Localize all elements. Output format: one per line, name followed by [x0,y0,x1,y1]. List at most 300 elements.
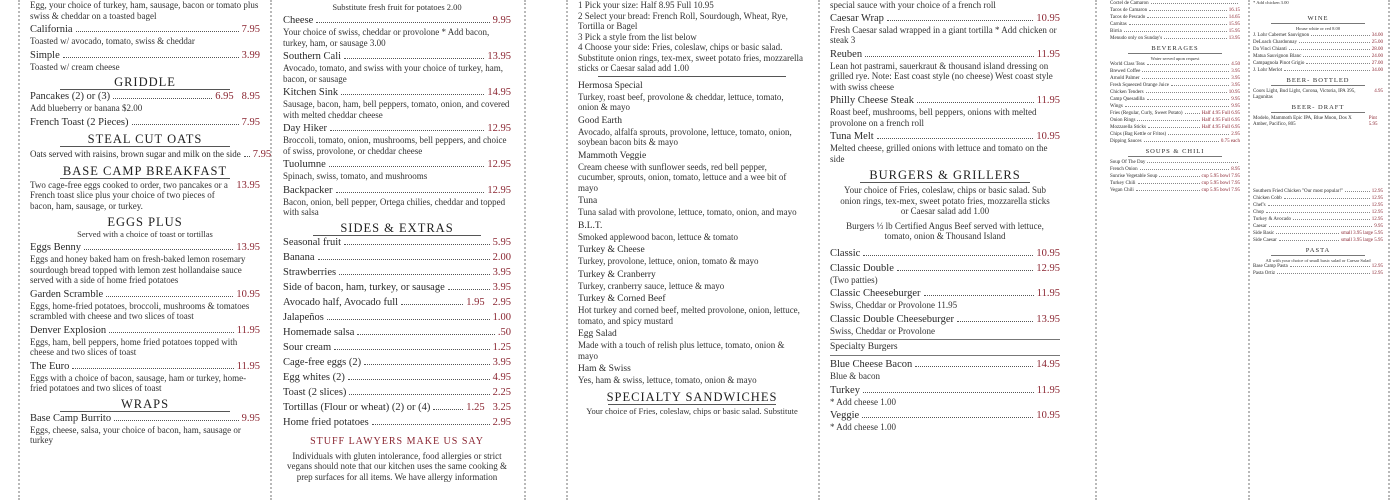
side-price: 2.95 [492,416,511,428]
eggs-plus-row [30,361,260,373]
grill-desc: Fresh Caesar salad wrapped in a giant tortilla * Add chicken or steak 3 [830,24,1057,45]
eggs-plus-item [30,242,260,286]
side-price-small: 1.25 [466,401,485,413]
burger-price: 11.95 [1036,288,1060,299]
specialty-burger-item [830,410,1060,433]
beverage-leader [1147,96,1230,100]
mexican-price: 13.95 [1228,36,1240,41]
wine-heading: WINE [1307,15,1329,23]
specialty-burger-leader [863,386,1034,393]
eggs-plus-leader [109,326,234,333]
wine-item [1253,32,1383,39]
beverage-price: 3.95 [1231,69,1240,75]
side-name: Cage-free eggs (2) [283,356,362,368]
build-step: 1 Pick your size: Half 8.95 Full 10.95 [578,0,714,10]
grill-row [830,13,1060,25]
salad-name: Side Caesar [1253,237,1277,243]
specialty-burger-desc: Blue & bacon [830,371,880,381]
beverage-price: 4.50 [1231,62,1240,68]
grill-name: Tuna Melt [830,131,874,142]
mexican-leader [1164,35,1227,39]
omelette-row [283,123,511,135]
build-step: 4 Choose your side: Fries, coleslaw, chips or basic salad. Substitute onion rings, tex-mex, sweet potato fries, mozzarella sticks or Caesar salad add 1.00 [578,42,803,73]
griddle-leader [132,118,239,125]
omelette-leader [344,52,484,59]
omelette-desc: Your choice of swiss, cheddar or provolone * Add bacon, turkey, ham, or sausage 3.00 [283,27,490,48]
beverage-leader [1125,103,1229,107]
eggs-plus-item [30,325,260,358]
wine-price: 24.00 [1371,53,1383,59]
side-name: Sour cream [283,341,332,353]
mexican-name: Tacos de Camaron [1110,8,1148,13]
specialty-burger-leader [915,360,1033,367]
oats-item: Oats served with raisins, brown sugar and milk on the side 7.95 [30,148,272,160]
salad-item [1253,202,1383,209]
divider-3 [524,0,526,500]
specialty-burger-desc: * Add cheese 1.00 [830,422,896,432]
mexican-price: 16.15 [1228,8,1240,13]
sandwich-item [578,364,806,386]
mexican-name: Menudo only on Sunday's [1110,36,1163,41]
side-name: Toast (2 slices) [283,386,347,398]
mexican-item [1110,14,1240,21]
specialty-burger-price: 11.95 [1036,384,1060,396]
sandwich-desc: Smoked applewood bacon, lettuce & tomato [578,231,738,242]
pasta-leader [1290,263,1370,267]
breakfast-item [30,50,260,73]
beer-draft-item [1253,115,1383,128]
beverage-price: Half 4.95 Full 6.95 [1201,125,1240,131]
beverage-name: Fries (Regular, Curly, Sweet Potato) [1110,111,1183,117]
grill-item [830,131,1060,164]
sandwich-name: Egg Salad [578,329,617,339]
sandwich-desc: Turkey, provolone, lettuce, onion, tomato & mayo [578,256,759,266]
mexican-name: Coctel de Camaron [1110,1,1149,6]
soup-name: Sunrise Vegetable Soup [1110,174,1158,180]
side-leader [334,343,490,350]
omelette-item [283,87,511,120]
sandwich-item [578,116,806,148]
side-leader [372,418,490,425]
wine-name: J. Lohr Merlot [1253,67,1283,73]
eggs-plus-desc: Eggs, home-fried potatoes, broccoli, mushrooms & tomatoes scrambled with cheese and two slices of toast [30,300,250,321]
beverage-price: 9.95 [1231,104,1240,110]
omelette-name: Cheese [283,15,314,26]
sandwich-name: Turkey & Cranberry [578,269,656,280]
pasta-name: Pasta Ortiz [1253,271,1276,277]
eggs-plus-price: 10.95 [236,288,260,300]
griddle-heading: GRIDDLE [114,75,176,89]
mexican-item [1110,28,1240,35]
grill-item [830,13,1060,46]
divider-2 [270,0,272,500]
side-price: 2.25 [492,386,511,398]
beverage-leader [1142,75,1230,79]
omelette-row [283,15,511,27]
salad-leader [1268,202,1370,206]
grill-leader [917,96,1034,103]
side-price: 2.95 [492,296,511,308]
sandwich-desc: Made with a touch of relish plus lettuce, tomato, onion & mayo [578,340,785,361]
eggs-plus-leader [106,290,233,297]
draft-heading: BEER- DRAFT [1291,103,1345,111]
beverage-name: Mozzarella Sticks [1110,125,1146,131]
wine-item [1253,53,1383,60]
wrap-row [30,413,260,425]
side-leader [348,373,490,380]
omelette-row [283,87,511,99]
beverage-leader [1142,68,1229,72]
side-leader [401,298,463,305]
wrap-item [30,413,260,446]
eggs-plus-name: Garden Scramble [30,288,104,300]
side-price: .50 [497,326,511,338]
beverage-item [1110,96,1240,103]
side-name: Jalapeños [283,311,324,323]
specialty-burger-desc: * Add cheese 1.00 [830,396,896,407]
soup-leader [1147,159,1238,163]
sandwich-desc: Hot turkey and corned beef, melted provolone, onion, lettuce, tomato, and spicy mustard [578,305,800,326]
soup-name: Vegan Chili [1110,188,1134,194]
omelette-price: 12.95 [487,123,511,134]
griddle-item [30,117,260,129]
salad-leader [1269,223,1373,227]
griddle-price: 7.95 [241,116,260,128]
salad-item [1253,230,1383,237]
breakfast-item [30,0,260,21]
griddle-name: French Toast (2 Pieces) [30,116,129,128]
side-name: Seasonal fruit [283,236,342,248]
side-name: Side of bacon, ham, turkey, or sausage [283,281,445,293]
sandwich-desc: Cream cheese with sunflower seeds, red bell pepper, cucumber, sprouts, onion, tomato, lettuce and a wee bit of mayo [578,161,787,193]
beverage-leader [1144,138,1219,142]
beer-bottled-name: Coors Light, Bud Light, Corona, Victoria, IPA 395, Lagunitas [1253,88,1356,100]
divider-8 [1388,0,1390,500]
wine-item [1253,39,1383,46]
basecamp-heading: BASE CAMP BREAKFAST [62,163,228,178]
mexican-leader [1151,0,1238,4]
oats-heading: STEAL CUT OATS [87,131,203,146]
burgers-note: Burgers ⅓ lb Certified Angus Beef served with lettuce, tomato, onion & Thousand Island [846,220,1044,241]
pasta-price: 12.95 [1371,264,1383,270]
soup-price: cup 5.95 bowl 7.95 [1201,188,1240,194]
eggs-plus-price: 13.95 [236,242,260,253]
soup-item [1110,180,1240,187]
wine-leader [1284,67,1370,71]
side-item [283,387,511,399]
salad-name: Side Basic [1253,230,1275,236]
wine-leader [1289,46,1370,50]
beverage-item [1110,75,1240,82]
breakfast-item [30,24,260,47]
beverage-name: Brewed Coffee [1110,69,1141,75]
beverage-item [1110,68,1240,75]
salad-leader [1266,209,1370,213]
salad-price: 12.95 [1371,202,1383,208]
omelette-item [283,159,511,182]
lawyers-heading: STUFF LAWYERS MAKE US SAY [310,435,484,447]
griddle-row [30,117,260,129]
salad-item [1253,209,1383,216]
mexican-item [1110,0,1240,7]
wine-leader [1306,60,1369,64]
beverage-price: Half 4.95 Full 6.95 [1201,111,1240,117]
side-row [283,387,511,399]
side-row [283,417,511,429]
grill-name: Caesar Wrap [830,12,884,24]
salad-name: Chef's [1253,202,1266,208]
mexican-item [1110,35,1240,42]
eggs-plus-desc: Eggs with a choice of bacon, sausage, ham or turkey, home-fried potatoes and two slices of toast [30,372,247,393]
wine-price: 28.00 [1371,46,1383,52]
grill-row [830,95,1060,107]
side-row [283,372,511,384]
salad-price: 12.95 [1371,216,1383,222]
wine-name: J. Lohr Cabernet Sauvignon [1253,32,1310,38]
wine-item [1253,46,1383,53]
side-price-small: 1.95 [466,296,485,308]
breakfast-desc: Toasted w/ avocado, tomato, swiss & cheddar [30,36,195,46]
grill-leader [887,14,1033,21]
burger-price: 13.95 [1036,313,1060,325]
mexican-leader [1149,7,1227,11]
soup-item [1110,166,1240,173]
soup-name: Turkey Chili [1110,181,1136,187]
side-name: Strawberries [283,266,337,278]
sandwich-desc: Avocado, alfalfa sprouts, provolone, lettuce, tomato, onion, soybean bacon bits & mayo [578,126,792,147]
wrap-price: 9.95 [241,412,260,424]
omelette-leader [316,16,489,23]
burger-row [830,263,1060,275]
grill-desc: Roast beef, mushrooms, bell peppers, onions with melted provolone on a french roll [830,107,1037,128]
eggs-plus-name: Eggs Benny [30,242,82,253]
beverage-leader [1171,82,1229,86]
wine-price: 27.00 [1371,60,1383,66]
divider-6 [1095,0,1097,500]
burger-item [830,314,1060,337]
side-leader [344,238,490,245]
mexican-name: Birria [1110,29,1122,34]
side-price: 3.25 [492,401,511,413]
omelette-price: 12.95 [487,184,511,196]
mexican-price: 15.95 [1228,29,1240,34]
mexican-item [1110,7,1240,14]
eggs-plus-leader [72,362,233,369]
side-name: Egg whites (2) [283,371,345,383]
eggs-plus-price: 11.95 [236,324,260,336]
burger-desc: (Two patties) [830,274,878,285]
soup-leader [1159,173,1199,177]
burger-name: Classic Cheeseburger [830,288,921,299]
side-leader [433,403,463,410]
wrap-name: Base Camp Burrito [30,412,112,424]
mexican-price: 14.65 [1228,15,1240,20]
omelette-price: 13.95 [487,51,511,62]
salad-leader [1284,195,1370,199]
soup-leader [1140,166,1230,170]
menu-column-wine-salads [1253,0,1383,500]
omelette-row [283,51,511,63]
wrap-desc: Eggs, cheese, salsa, your choice of bacon, ham, sausage or turkey [30,424,241,445]
menu-column-omelettes [283,0,511,500]
grill-item [830,49,1060,93]
sandwich-item [578,221,806,243]
salad-leader [1345,188,1370,192]
omelette-name: Backpacker [283,184,333,196]
sandwich-name: Hermosa Special [578,80,643,91]
wine-name: Da Vinci Chianti [1253,46,1287,52]
beverage-item [1110,117,1240,124]
beverage-price: 10.95 [1228,90,1240,96]
mexican-leader [1129,21,1227,25]
menu-column-burgers [830,0,1060,500]
omelette-leader [341,88,484,95]
wrap-leader [114,414,239,421]
breakfast-price: 7.95 [241,24,260,35]
sandwich-item [578,151,806,194]
menu-column-mexican-beverages [1110,0,1240,500]
omelette-item [283,51,511,84]
omelette-item [283,185,511,218]
soups-heading: SOUPS & CHILI [1145,148,1205,156]
burger-price: 12.95 [1036,262,1060,274]
beverage-price: 3.95 [1231,76,1240,82]
breakfast-name: Simple [30,49,60,61]
side-row [283,402,511,414]
specialty-burger-row [830,385,1060,397]
sandwich-item [578,270,806,292]
beer-bottled-price: 4.95 [1374,88,1383,94]
beverage-name: World Class Teas [1110,62,1145,68]
divider-7 [1248,0,1250,500]
burgers-sub: Your choice of Fries, coleslaw, chips or basic salad. Sub onion rings, tex-mex, sweet potato fries, mozzarella sticks or Caesar salad add 1.00 [840,185,1050,216]
specialty-burger-row [830,359,1060,371]
side-price: 4.95 [492,371,511,383]
beverage-item [1110,110,1240,117]
omelette-item [283,15,511,48]
beverage-leader [1168,131,1229,135]
basecamp-item: Two cage-free eggs cooked to order, two pancakes or a French toast slice plus your choice of two pieces of bacon, ham, sausage, or turkey. 13.95 [30,179,260,211]
side-name: Banana [283,251,315,263]
side-row [283,282,511,294]
beverage-name: Fresh Squeezed Orange Juice [1110,83,1170,89]
grill-leader [865,50,1034,57]
wine-leader [1303,53,1369,57]
salad-price: 9.95 [1374,223,1383,229]
lawyers-text: Individuals with gluten intolerance, food allergies or strict vegans should note that our kitchen uses the same cooking & prep surfaces for all items. We have allergy information [287,450,507,482]
salad-name: Caesar [1253,223,1267,229]
grill-name: Philly Cheese Steak [830,95,914,106]
side-name: Homemade salsa [283,326,355,338]
soup-price: 8.95 [1231,167,1240,173]
grill-desc: Lean hot pastrami, sauerkraut & thousand island dressing on grilled rye. Note: East coast style (no cheese) West coast style with swiss cheese [830,60,1053,92]
griddle-desc: Add blueberry or banana $2.00 [30,103,143,113]
eggs-plus-row [30,289,260,301]
wine-leader [1311,32,1370,36]
eggs-plus-row [30,242,260,254]
omelette-desc: Bacon, onion, bell pepper, Ortega chilies, cheddar and topped with salsa [283,196,506,217]
breakfast-row [30,50,260,62]
sides-heading: SIDES & EXTRAS [340,220,454,235]
wine-item [1253,67,1383,74]
sandwich-item [578,294,806,326]
omelette-name: Tuolumne [283,159,326,170]
specialty-burgers-label: Specialty Burgers [830,339,1060,356]
side-item [283,282,511,294]
burger-item [830,263,1060,286]
sandwich-item [578,245,806,267]
soup-leader [1136,187,1200,191]
sandwich-name: B.L.T. [578,220,603,231]
burger-leader [863,249,1033,256]
beverage-name: Chips (Bag Kettle or Fritos) [1110,132,1167,138]
wine-name: DeLoach Chardonnay [1253,39,1298,45]
omelette-row [283,185,511,197]
burger-leader [957,315,1033,322]
omelette-price: 9.95 [492,15,511,26]
side-item [283,372,511,384]
salad-item [1253,237,1383,244]
side-row [283,357,511,369]
divider-1 [18,0,20,500]
burger-item [830,288,1060,311]
sandwich-name: Tuna [578,196,598,206]
side-row [283,237,511,249]
omelette-desc: Spinach, swiss, tomato, and mushrooms [283,171,428,181]
mexican-name: Carnitas [1110,22,1127,27]
divider-5 [818,0,820,500]
wine-price: 34.00 [1371,32,1383,38]
side-leader [327,313,490,320]
beverage-name: Wings [1110,104,1123,110]
salad-leader [1293,216,1370,220]
side-row [283,267,511,279]
breakfast-desc: Egg, your choice of turkey, ham, sausage, bacon or tomato plus swiss & cheddar on a toasted bagel [30,0,259,21]
pasta-item [1253,263,1383,270]
burger-leader [924,289,1034,296]
side-leader [339,268,490,275]
soup-name: French Onion [1110,167,1138,173]
sandwich-desc: Turkey, cranberry sauce, lettuce & mayo [578,280,725,291]
wine-name: Campagnola Pinot Grigio [1253,60,1305,66]
pasta-name: Base Camp Pasta [1253,264,1288,270]
burger-row [830,248,1060,260]
salad-item [1253,188,1383,195]
side-item [283,237,511,249]
sandwich-name: Good Earth [578,115,623,126]
burger-price: 10.95 [1036,247,1060,259]
eggs-plus-row [30,325,260,337]
omelette-row [283,159,511,171]
griddle-leader [113,92,212,99]
beverage-name: Camp Quesadilla [1110,97,1145,103]
sandwich-item [578,196,806,218]
beverage-leader [1185,110,1200,114]
specialty-sub: Your choice of Fries, coleslaw, chips or basic salad. Substitute [586,405,798,416]
side-price: 1.25 [492,341,511,353]
eggs-plus-name: Denver Explosion [30,324,107,336]
omelette-name: Kitchen Sink [283,87,339,98]
pasta-sub: All with your choice of small basic salad or Caesar Salad [1265,257,1371,263]
salad-name: Southern Fried Chicken "Our most popular!" [1253,188,1344,194]
beverage-item [1110,103,1240,110]
salad-item [1253,223,1383,230]
soup-item [1110,187,1240,194]
bev-sub: Water served upon request [1150,56,1200,61]
burgers-heading: BURGERS & GRILLERS [869,168,1021,182]
grill-name: Reuben [830,48,863,60]
beverage-leader [1147,61,1230,65]
